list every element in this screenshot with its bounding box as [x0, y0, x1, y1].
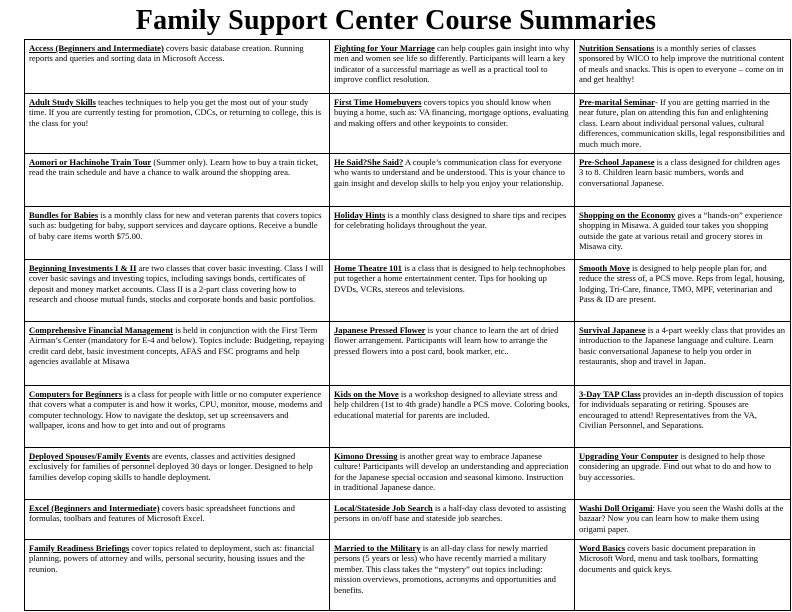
course-name: 3-Day TAP Class — [579, 389, 641, 399]
course-description: is a 4-part weekly class that provides an introduction to the Japanese language and culture. Learn basic conversational Japanese to help you order in restaurants, shop and travel in Japan. — [579, 325, 785, 367]
course-description: provides an in-depth discussion of topics for individuals separating or retiring. Spouses are encouraged to attend! Representatives from the VA, Civilian Personnel, and Separations. — [579, 389, 784, 431]
course-name: Bundles for Babies — [29, 210, 99, 220]
course-description: gives a “hands-on” experience shopping in Misawa. A guided tour takes you shopping outside the gate at various retail and grocery stores in Misawa city. — [579, 210, 783, 252]
course-name: Holiday Hints — [334, 210, 386, 220]
course-name: Kimono Dressing — [334, 451, 398, 461]
course-name: Survival Japanese — [579, 325, 646, 335]
course-description: covers basic spreadsheet functions and formulas, toolbars and features of Microsoft Excel. — [29, 503, 295, 524]
table-row — [25, 207, 791, 260]
course-description: is a class that is designed to help technophobes put together a home entertainment center. Tips for hooking up DVDs, VCRs, stereos and televisions. — [334, 263, 566, 294]
course-description: is held in conjunction with the First Term Airman’s Center (mandatory for E-4 and below). Topics include: Budgeting, repaying credit card debt, basic investment concepts, AFAS and FSC programs and help agencies available at Misawa — [29, 325, 325, 367]
course-name: Access (Beginners and Intermediate) — [29, 43, 164, 53]
course-name: Japanese Pressed Flower — [334, 325, 426, 335]
course-cell — [575, 500, 791, 540]
table-row — [25, 40, 791, 94]
course-description: covers topics you should know when buying a home, such as: VA financing, mortgage options, evaluating and making offers and other keypoints to consider. — [334, 97, 569, 128]
course-description: is a workshop designed to alleviate stress and help children (1st to 4th grade) handle a PCS move. Coloring books, educational material for parents are included. — [334, 389, 570, 420]
course-cell — [575, 386, 791, 448]
course-cell — [330, 40, 575, 94]
course-description: teaches techniques to help you get the most out of your study time. If you are currently testing for promotion, CDCs, or returning to college, this is the class for you! — [29, 97, 322, 128]
course-name: Excel (Beginners and Intermediate) — [29, 503, 160, 513]
course-name: Adult Study Skills — [29, 97, 96, 107]
course-name: First Time Homebuyers — [334, 97, 422, 107]
course-cell — [575, 154, 791, 207]
table-row — [25, 540, 791, 611]
course-description: covers basic database creation. Running reports and queries and sorting data in Microsoft Access. — [29, 43, 304, 64]
course-description: is another great way to embrace Japanese culture! Participants will develop an understanding and appreciation for the Japanese special occasion and seasonal kimono. Instruction in traditional Japanese dance. — [334, 451, 569, 493]
course-name: Beginning Investments I & II — [29, 263, 137, 273]
course-cell — [575, 207, 791, 260]
course-cell — [575, 322, 791, 386]
course-cell — [330, 322, 575, 386]
course-cell — [330, 207, 575, 260]
course-description: is designed to help people plan for, and reduce the stress of, a PCS move. Reps from legal, housing, lodging, Tri-Care, finance, TMO, MPF, veterinarian and Pass & ID are present. — [579, 263, 785, 305]
course-name: Upgrading Your Computer — [579, 451, 679, 461]
course-description: can help couples gain insight into why men and women see life so differently. Participants will learn a key indicator of a successful marriage as well as a practical tool to improve conflict resolution. — [334, 43, 570, 85]
course-name: Local/Stateside Job Search — [334, 503, 433, 513]
course-description: is a class designed for children ages 3 to 8. Children learn basic numbers, words and conversational Japanese. — [579, 157, 780, 188]
course-cell — [330, 386, 575, 448]
table-row — [25, 260, 791, 322]
course-cell — [575, 540, 791, 611]
page-title: Family Support Center Course Summaries — [135, 5, 657, 36]
course-name: Shopping on the Economy — [579, 210, 676, 220]
course-description: is a monthly series of classes sponsored by WICO to help improve the nutritional content of meals and snacks. This is open to everyone – come on in and get healthy! — [579, 43, 785, 85]
course-cell — [330, 540, 575, 611]
course-cell — [25, 207, 330, 260]
table-row — [25, 322, 791, 386]
course-cell — [330, 94, 575, 154]
course-table-body — [25, 40, 791, 611]
course-cell — [25, 154, 330, 207]
course-description: is a half-day class devoted to assisting persons in on/off base and stateside job searches. — [334, 503, 567, 524]
course-cell — [575, 40, 791, 94]
course-cell — [25, 94, 330, 154]
course-name: Computers for Beginners — [29, 389, 122, 399]
table-row — [25, 500, 791, 540]
course-name: Nutrition Sensations — [579, 43, 655, 53]
course-description: is designed to help those considering an upgrade. Find out what to do and how to buy accessories. — [579, 451, 772, 482]
course-cell — [25, 386, 330, 448]
course-cell — [25, 540, 330, 611]
course-name: Home Theatre 101 — [334, 263, 402, 273]
course-name: Aomori or Hachinohe Train Tour — [29, 157, 152, 167]
course-description: A couple’s communication class for everyone who wants to understand and be understood. This is your chance to gain insight and develop skills to help you enjoy your relationship. — [334, 157, 565, 188]
course-name: Deployed Spouses/Family Events — [29, 451, 150, 461]
course-description: : Have you seen the Washi dolls at the bazaar? Now you can learn how to make them using origami paper. — [579, 503, 784, 534]
course-description: is a class for people with little or no computer experience that covers what a computer is and how it works, CPU, monitor, mouse, modems and computer technology. How to navigate the desktop, set up screensavers and wallpaper, icons and how to get into and out of programs — [29, 389, 323, 431]
course-description: covers basic document preparation in Microsoft Word, menu and task toolbars, formatting documents and quick keys. — [579, 543, 759, 574]
course-cell — [330, 448, 575, 500]
table-row — [25, 94, 791, 154]
course-cell — [330, 260, 575, 322]
course-name: Married to the Military — [334, 543, 421, 553]
course-description: is your chance to learn the art of dried flower arrangement. Participants will learn how to arrange the pressed flowers into a post card, book marker, etc.. — [334, 325, 559, 356]
course-name: Comprehensive Financial Management — [29, 325, 174, 335]
course-cell — [575, 260, 791, 322]
course-name: Family Readiness Briefings — [29, 543, 130, 553]
course-name: Kids on the Move — [334, 389, 399, 399]
course-name: Pre-School Japanese — [579, 157, 655, 167]
table-row — [25, 448, 791, 500]
table-row — [25, 386, 791, 448]
course-description: is a monthly class for new and veteran parents that covers topics such as: budgeting for baby, support services and daycare options. Receive a bundle of baby care items worth $75.00. — [29, 210, 322, 241]
course-description: is a monthly class designed to share tips and recipes for celebrating holidays throughout the year. — [334, 210, 567, 231]
course-description: cover topics related to deployment, such as: financial planning, powers of attorney and wills, personal security, housing issues and the reunion. — [29, 543, 315, 574]
course-name: Pre-marital Seminar — [579, 97, 655, 107]
course-cell — [575, 448, 791, 500]
course-cell — [25, 260, 330, 322]
course-cell — [25, 500, 330, 540]
course-cell — [25, 40, 330, 94]
course-name: Word Basics — [579, 543, 626, 553]
course-description: are events, classes and activities designed exclusively for families of personnel deployed 30 days or longer. Designed to help families develop coping skills to handle deployment. — [29, 451, 313, 482]
course-cell — [25, 448, 330, 500]
course-cell — [25, 322, 330, 386]
table-row — [25, 154, 791, 207]
course-cell — [575, 94, 791, 154]
course-description: (Summer only). Learn how to buy a train ticket, read the train schedule and have a chance to walk around the shopping area. — [29, 157, 319, 178]
course-description: are two classes that cover basic investing. Class I will cover basic savings and investing topics, including savings bonds, certificates of deposit and money market accounts. Class II is a 2-part class covering how to research and choose mutual funds, stocks and corporate bonds and basic portfolios. — [29, 263, 324, 305]
course-description: - If you are getting married in the near future, plan on attending this fun and enlightening class. Learn about individual personal values, cultural differences, communication skills, legal responsibilities and much much more. — [579, 97, 785, 149]
course-name: Washi Doll Origami — [579, 503, 653, 513]
course-name: He Said?She Said? — [334, 157, 404, 167]
course-cell — [330, 500, 575, 540]
course-cell — [330, 154, 575, 207]
course-name: Fighting for Your Marriage — [334, 43, 435, 53]
course-summary-table — [24, 39, 791, 611]
course-name: Smooth Move — [579, 263, 630, 273]
course-description: is an all-day class for newly married persons (5 years or less) who have recently married a military member. This class takes the “mystery” out topics including: mission overviews, promotions, acronyms and opportunities and benefits. — [334, 543, 556, 595]
